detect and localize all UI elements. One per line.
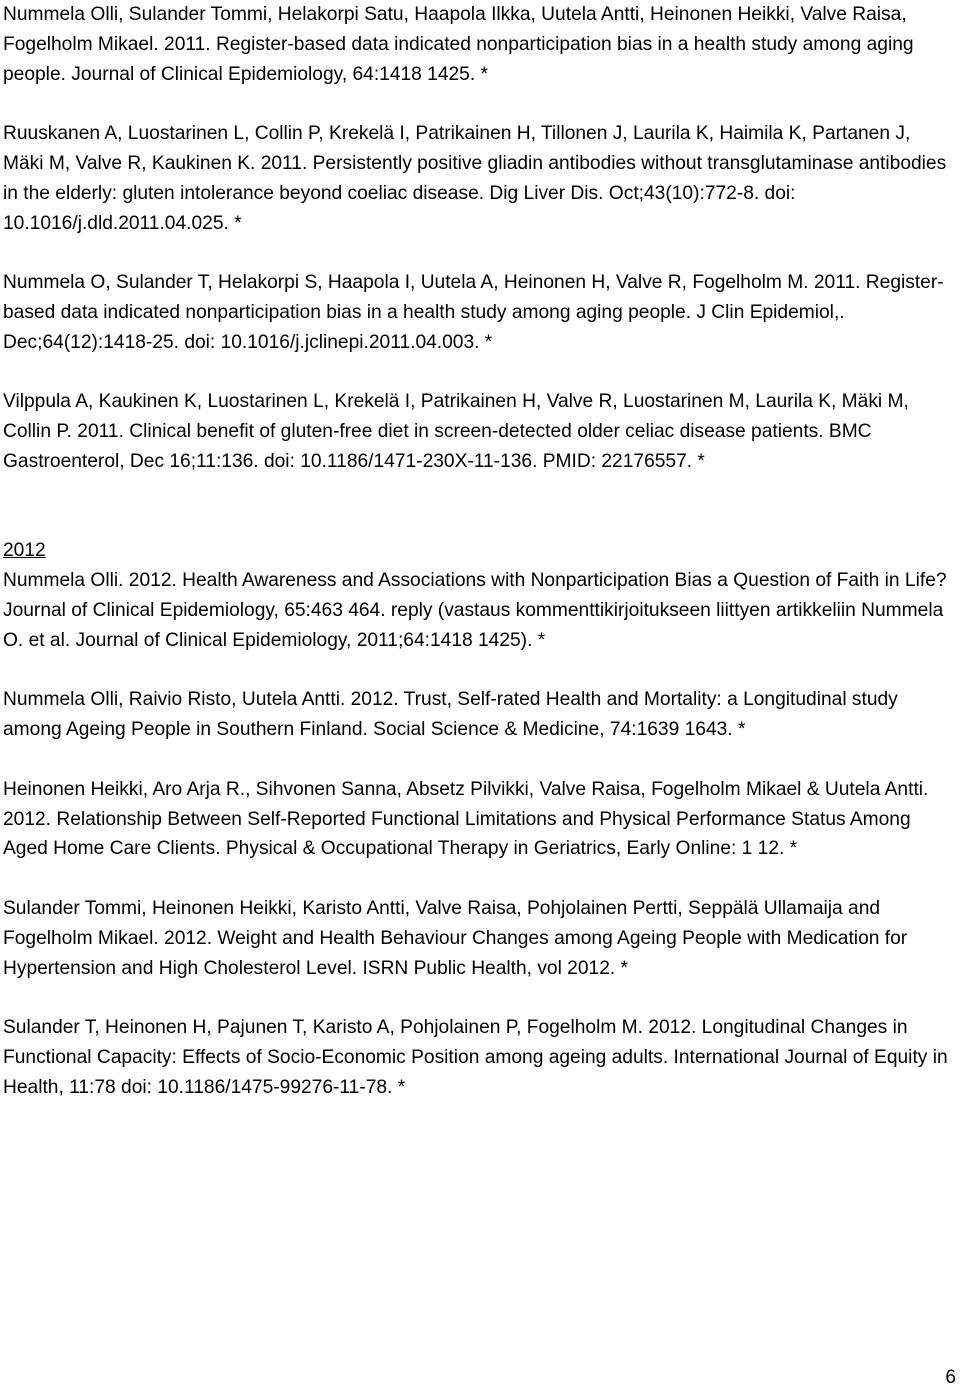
- reference-entry: Sulander Tommi, Heinonen Heikki, Karisto Antti, Valve Raisa, Pohjolainen Pertti, Seppälä Ullamaija and Fogelholm Mikael. 2012. Weight and Health Behaviour Changes among Ageing People with Medication for Hypertension and High Cholesterol Level. ISRN Public Health, vol 2012. *: [3, 897, 908, 979]
- reference-entry: Sulander T, Heinonen H, Pajunen T, Karisto A, Pohjolainen P, Fogelholm M. 2012. Longitudinal Changes in Functional Capacity: Effects of Socio-Economic Position among ageing adults. International Journal of Equity in Health, 11:78 doi: 10.1186/1475-99276-11-78. *: [3, 1017, 948, 1098]
- page-number: 6: [945, 1367, 956, 1388]
- reference-entry: Nummela O, Sulander T, Helakorpi S, Haapola I, Uutela A, Heinonen H, Valve R, Fogelholm M. 2011. Register-based data indicated nonparticipation bias in a health study among aging people. J Clin Epidemiol,. Dec;64(12):1418-25. doi: 10.1016/j.jclinepi.2011.04.003. *: [3, 272, 944, 353]
- reference-entry: Ruuskanen A, Luostarinen L, Collin P, Krekelä I, Patrikainen H, Tillonen J, Laurila K, Haimila K, Partanen J, Mäki M, Valve R, Kaukinen K. 2011. Persistently positive gliadin antibodies without transglutaminase antibodies in the elderly: gluten intolerance beyond coeliac disease. Dig Liver Dis. Oct;43(10):772-8. doi: 10.1016/j.dld.2011.04.025. *: [3, 123, 947, 234]
- reference-entry: Heinonen Heikki, Aro Arja R., Sihvonen Sanna, Absetz Pilvikki, Valve Raisa, Fogelholm Mikael & Uutela Antti. 2012. Relationship Between Self-Reported Functional Limitations and Physical Performance Status Among Aged Home Care Clients. Physical & Occupational Therapy in Geriatrics, Early Online: 1 12. *: [3, 778, 929, 860]
- publication-list: [3, 0, 953, 1102]
- year-heading-2012: 2012: [3, 540, 46, 562]
- reference-entry: Nummela Olli. 2012. Health Awareness and Associations with Nonparticipation Bias a Question of Faith in Life? Journal of Clinical Epidemiology, 65:463 464. reply (vastaus kommenttikirjoitukseen liittyen artikkeliin Nummela O. et al. Journal of Clinical Epidemiology, 2011;64:1418 1425). *: [3, 570, 947, 651]
- reference-entry: Nummela Olli, Raivio Risto, Uutela Antti. 2012. Trust, Self-rated Health and Mortality: a Longitudinal study among Ageing People in Southern Finland. Social Science & Medicine, 74:1639 1643. *: [3, 689, 898, 741]
- reference-entry: Vilppula A, Kaukinen K, Luostarinen L, Krekelä I, Patrikainen H, Valve R, Luostarinen M, Laurila K, Mäki M, Collin P. 2011. Clinical benefit of gluten-free diet in screen-detected older celiac disease patients. BMC Gastroenterol, Dec 16;11:136. doi: 10.1186/1471-230X-11-136. PMID: 22176557. *: [3, 391, 909, 472]
- reference-entry: Nummela Olli, Sulander Tommi, Helakorpi Satu, Haapola Ilkka, Uutela Antti, Heinonen Heikki, Valve Raisa, Fogelholm Mikael. 2011. Register-based data indicated nonparticipation bias in a health study among aging people. Journal of Clinical Epidemiology, 64:1418 1425. *: [3, 4, 914, 85]
